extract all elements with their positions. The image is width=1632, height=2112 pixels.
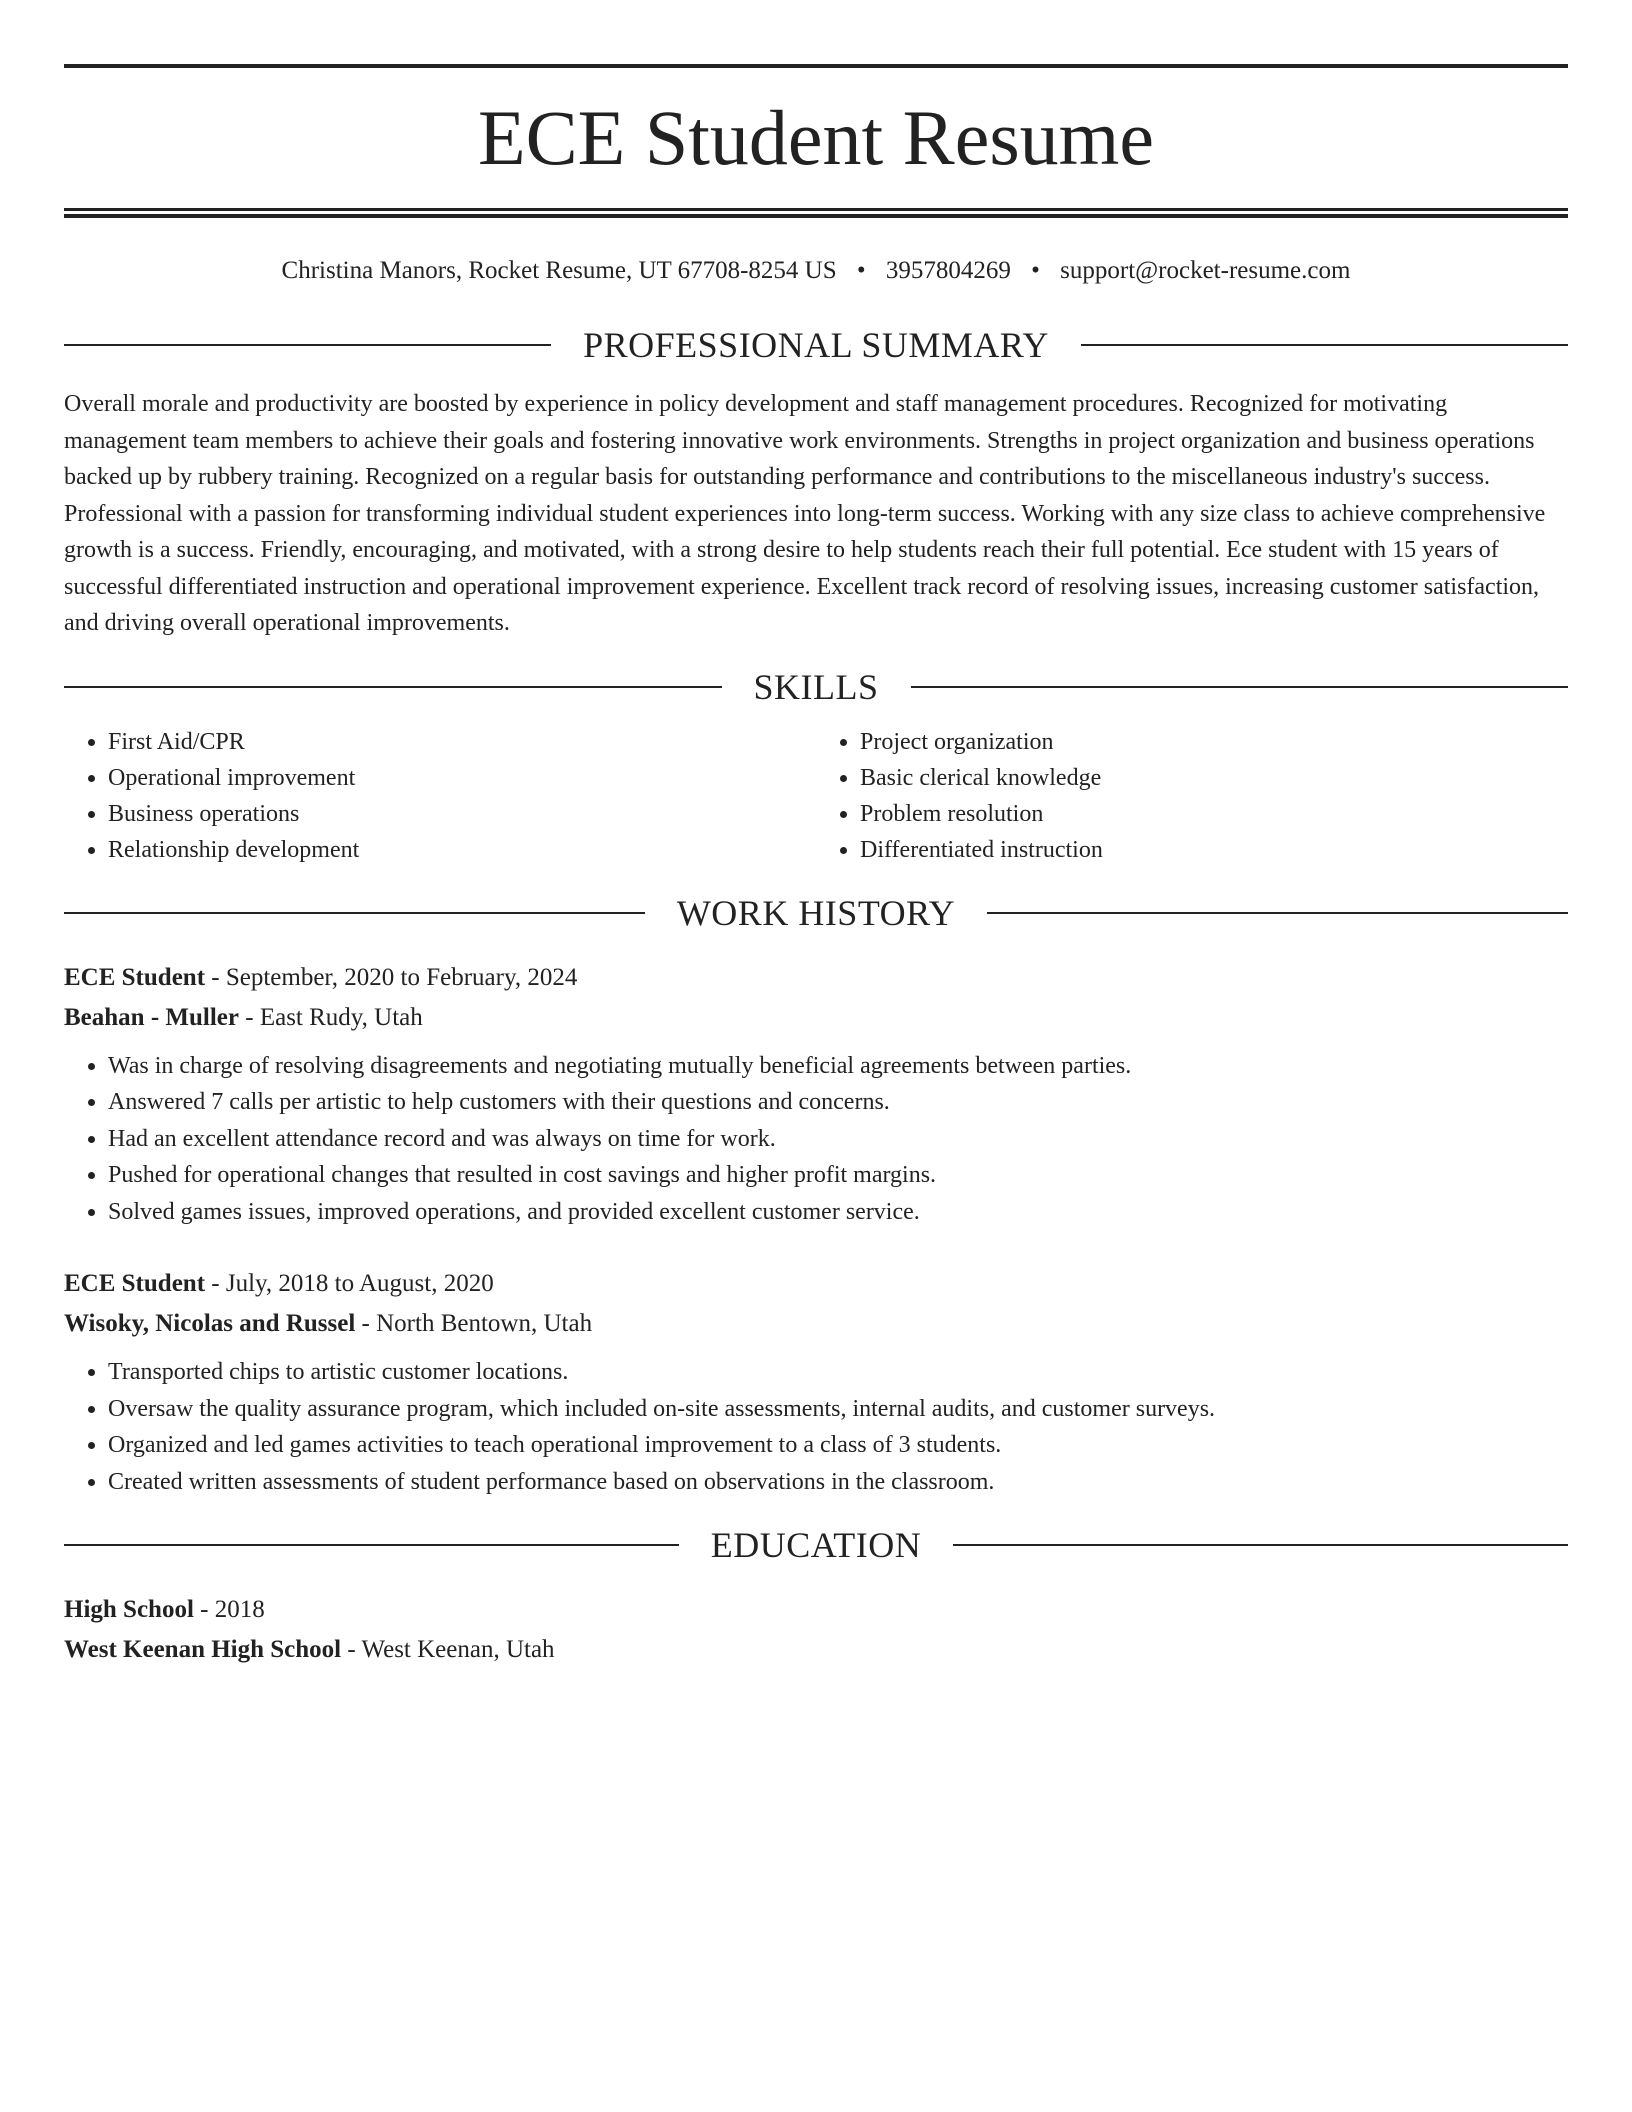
skill-item: • First Aid/CPR <box>108 724 816 760</box>
education-school-line <box>64 1630 1568 1670</box>
job-company: Beahan - Muller <box>64 1003 239 1031</box>
skill-item: • Business operations <box>108 796 816 832</box>
heading-divider <box>1081 344 1568 346</box>
heading-divider <box>911 686 1569 688</box>
heading-divider <box>64 344 551 346</box>
section-title: PROFESSIONAL SUMMARY <box>583 325 1049 365</box>
job-bullet: • Answered 7 calls per artistic to help customers with their questions and concerns. <box>108 1084 1568 1121</box>
skill-item: • Problem resolution <box>860 796 1568 832</box>
job-bullet: • Solved games issues, improved operations, and provided excellent customer service. <box>108 1194 1568 1231</box>
education-year: - 2018 <box>193 1596 265 1623</box>
education-degree: High School <box>64 1596 194 1623</box>
job-title-line <box>64 958 1568 998</box>
resume-page <box>64 64 1568 1670</box>
job-bullet: • Had an excellent attendance record and was always on time for work. <box>108 1121 1568 1158</box>
job-company-line <box>64 998 1568 1038</box>
contact-address: Christina Manors, Rocket Resume, UT 67708-8254 US <box>281 257 837 284</box>
job-bullet: • Oversaw the quality assurance program, which included on-site assessments, internal audits, and customer surveys. <box>108 1391 1568 1428</box>
job-company-line <box>64 1304 1568 1344</box>
job-location: - East Rudy, Utah <box>239 1003 423 1031</box>
heading-divider <box>64 1544 679 1546</box>
education-entry <box>64 1590 1568 1670</box>
summary-paragraph: Overall morale and productivity are boosted by experience in policy development and staff management procedures. Recognized for motivating management team members to achieve their goals and fostering innovative work environments. Strengths in project organization and business operations backed up by rubbery training. Recognized on a regular basis for outstanding performance and contributions to the miscellaneous industry's success. Professional with a passion for transforming individual student experiences into long-term success. Working with any size class to achieve comprehensive growth is a success. Friendly, encouraging, and motivated, with a strong desire to help students reach their full potential. Ece student with 15 years of successful differentiated instruction and operational improvement experience. Excellent track record of resolving issues, increasing customer satisfaction, and driving overall operational improvements. <box>64 391 1546 636</box>
section-title: WORK HISTORY <box>676 892 956 933</box>
skill-item: • Relationship development <box>108 832 816 868</box>
skill-item: • Operational improvement <box>108 760 816 796</box>
job-dates: - September, 2020 to February, 2024 <box>205 963 578 991</box>
resume-title: ECE Student Resume <box>478 94 1154 181</box>
skill-item: • Project organization <box>860 724 1568 760</box>
section-title: EDUCATION <box>710 1525 922 1565</box>
job-title: ECE Student <box>64 963 206 991</box>
job-title: ECE Student <box>64 1270 206 1297</box>
education-degree-line <box>64 1590 1568 1630</box>
job-company: Wisoky, Nicolas and Russel <box>64 1310 356 1337</box>
skill-item: • Basic clerical knowledge <box>860 760 1568 796</box>
skill-item: • Differentiated instruction <box>860 832 1568 868</box>
contact-email: support@rocket-resume.com <box>1060 257 1351 284</box>
job-entry <box>64 1264 1568 1500</box>
job-bullet: • Transported chips to artistic customer locations. <box>108 1354 1568 1391</box>
title-double-rule <box>64 208 1568 218</box>
contact-separator: • <box>1031 257 1040 284</box>
heading-divider <box>64 686 722 688</box>
job-bullet: • Organized and led games activities to teach operational improvement to a class of 3 students. <box>108 1427 1568 1464</box>
job-location: - North Bentown, Utah <box>355 1310 593 1337</box>
education-location: - West Keenan, Utah <box>341 1636 555 1663</box>
section-heading-skills <box>64 664 1568 710</box>
heading-divider <box>987 912 1568 914</box>
section-heading-summary <box>64 322 1568 368</box>
section-title: SKILLS <box>753 666 879 707</box>
job-bullet: • Pushed for operational changes that resulted in cost savings and higher profit margins. <box>108 1157 1568 1194</box>
contact-phone: 3957804269 <box>885 257 1011 284</box>
skills-column-left <box>64 724 816 868</box>
heading-divider <box>953 1544 1568 1546</box>
job-title-line <box>64 1264 1568 1304</box>
skills-column-right <box>816 724 1568 868</box>
job-entry <box>64 958 1568 1231</box>
contact-separator: • <box>856 257 866 284</box>
skills-list <box>64 724 1568 868</box>
section-heading-work <box>64 890 1568 936</box>
job-dates: - July, 2018 to August, 2020 <box>205 1270 494 1297</box>
job-bullet: • Created written assessments of student performance based on observations in the classroom. <box>108 1464 1568 1501</box>
job-bullets <box>64 1354 1568 1500</box>
job-bullet: • Was in charge of resolving disagreements and negotiating mutually beneficial agreements between parties. <box>108 1048 1568 1085</box>
heading-divider <box>64 912 645 914</box>
section-heading-education <box>64 1522 1568 1568</box>
education-school: West Keenan High School <box>64 1636 342 1663</box>
job-bullets <box>64 1048 1568 1231</box>
contact-line <box>64 256 1568 286</box>
